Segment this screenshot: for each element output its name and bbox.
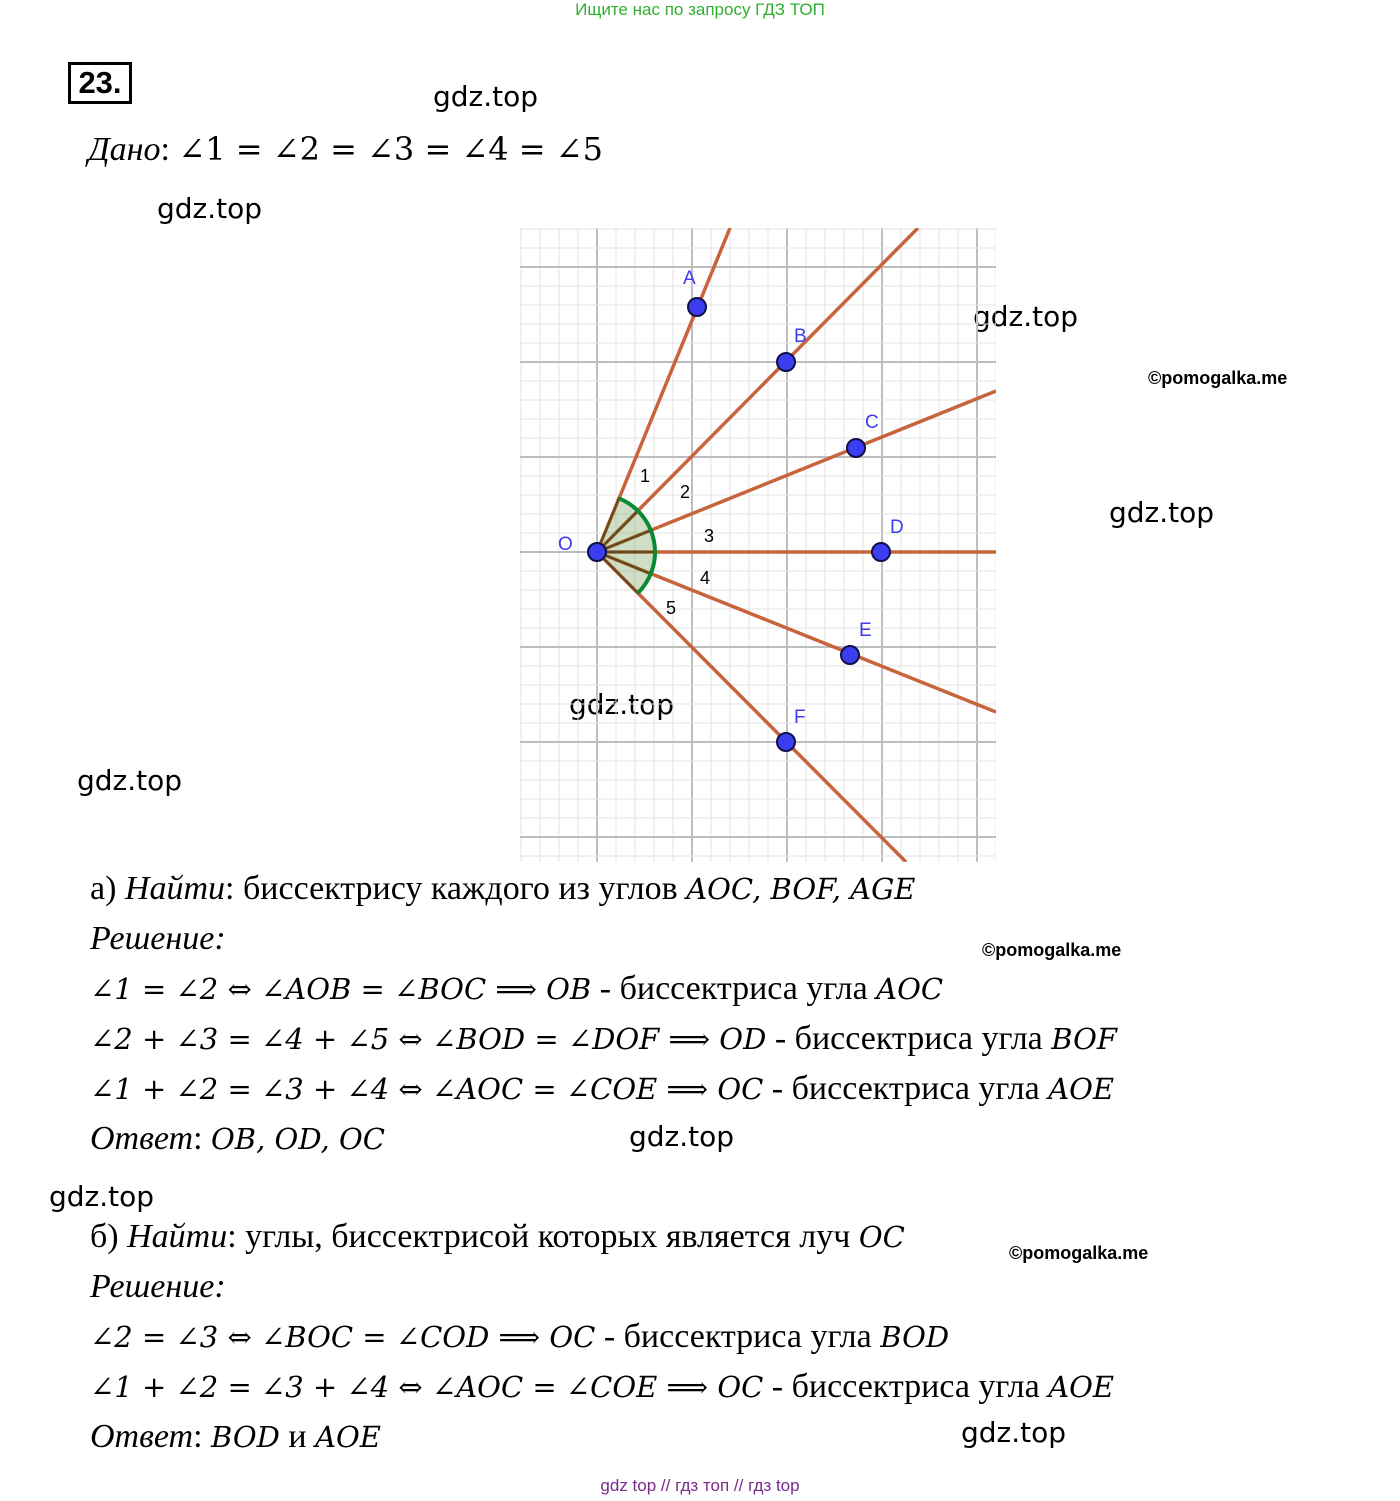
point-label-D: D bbox=[890, 517, 904, 538]
answer-label: Ответ bbox=[90, 1418, 194, 1455]
point-E bbox=[841, 646, 859, 664]
point-label-O: O bbox=[558, 534, 573, 555]
given-label: Дано bbox=[88, 131, 161, 168]
copyright-mark: ©pomogalka.me bbox=[1148, 368, 1288, 388]
solution-line bbox=[90, 1020, 1117, 1058]
solution-line bbox=[90, 1070, 1114, 1108]
answer-sep: : bbox=[193, 1418, 212, 1455]
answer-label: Ответ bbox=[90, 1120, 194, 1157]
find-label: Найти bbox=[127, 1218, 228, 1255]
find-text: : биссектрису каждого из углов bbox=[225, 870, 687, 907]
solution-label: Решение: bbox=[90, 1268, 226, 1305]
solution-line bbox=[90, 1368, 1114, 1406]
point-D bbox=[872, 543, 890, 561]
point-A bbox=[688, 298, 706, 316]
angle-label-1: 1 bbox=[640, 466, 651, 486]
point-C bbox=[847, 439, 865, 457]
ray-OB bbox=[597, 228, 918, 552]
point-label-F: F bbox=[794, 707, 806, 728]
part-b-find bbox=[90, 1218, 905, 1256]
point-label-E: E bbox=[859, 620, 872, 641]
watermark: gdz.top bbox=[629, 1120, 735, 1153]
solution-angle: AOE bbox=[1048, 1072, 1115, 1106]
solution-text: - биссектриса угла bbox=[766, 1020, 1052, 1057]
point-label-A: A bbox=[683, 268, 696, 289]
given-expression: ∠1 = ∠2 = ∠3 = ∠4 = ∠5 bbox=[178, 130, 603, 168]
part-a-prefix: а) bbox=[90, 870, 125, 907]
point-B bbox=[777, 353, 795, 371]
watermark: gdz.top bbox=[1109, 496, 1215, 529]
given-sep: : bbox=[160, 131, 179, 168]
solution-line bbox=[90, 1318, 949, 1356]
find-label: Найти bbox=[124, 870, 226, 907]
solution-text: - биссектриса угла bbox=[763, 1368, 1049, 1405]
problem-number: 23. bbox=[68, 62, 132, 104]
point-F bbox=[777, 733, 795, 751]
ray-OC bbox=[597, 391, 996, 552]
solution-angle: AOE bbox=[1048, 1370, 1115, 1404]
solution-text: - биссектриса угла bbox=[595, 1318, 881, 1355]
answer-value: OB, OD, OC bbox=[211, 1122, 385, 1156]
solution-math: ∠1 + ∠2 = ∠3 + ∠4 ⇔ ∠AOC = ∠COE ⟹ OC bbox=[90, 1072, 764, 1106]
part-a-find bbox=[90, 870, 915, 908]
top-banner: Ищите нас по запросу ГДЗ ТОП bbox=[575, 0, 825, 19]
solution-line bbox=[90, 970, 943, 1008]
solution-math: ∠1 + ∠2 = ∠3 + ∠4 ⇔ ∠AOC = ∠COE ⟹ OC bbox=[90, 1370, 764, 1404]
watermark: gdz.top bbox=[569, 688, 675, 721]
watermark: gdz.top bbox=[433, 80, 539, 113]
solution-text: - биссектриса угла bbox=[763, 1070, 1049, 1107]
angle-label-3: 3 bbox=[704, 526, 715, 546]
watermark: gdz.top bbox=[49, 1180, 155, 1213]
solution-math: ∠2 + ∠3 = ∠4 + ∠5 ⇔ ∠BOD = ∠DOF ⟹ OD bbox=[90, 1022, 767, 1056]
copyright-mark: ©pomogalka.me bbox=[1009, 1243, 1149, 1263]
part-b-prefix: б) bbox=[90, 1218, 128, 1255]
solution-angle: BOD bbox=[880, 1320, 950, 1354]
point-label-B: B bbox=[794, 326, 807, 347]
angle-figure bbox=[520, 228, 996, 862]
answer-sep: : bbox=[193, 1120, 212, 1157]
solution-label: Решение: bbox=[90, 920, 226, 957]
angle-label-4: 4 bbox=[700, 568, 711, 588]
rays bbox=[597, 228, 996, 862]
ray-OE bbox=[597, 552, 996, 712]
find-text: : углы, биссектрисой которых является луч bbox=[227, 1218, 859, 1255]
ray-OF bbox=[597, 552, 906, 862]
answer-value: AOE bbox=[315, 1420, 381, 1454]
answer-value: BOD bbox=[211, 1420, 280, 1454]
solution-math: ∠1 = ∠2 ⇔ ∠AOB = ∠BOC ⟹ OB bbox=[90, 972, 592, 1006]
find-math: AOC, BOF, AGE bbox=[686, 872, 916, 906]
watermark: gdz.top bbox=[973, 300, 1079, 333]
watermark: gdz.top bbox=[157, 192, 263, 225]
watermark: gdz.top bbox=[961, 1416, 1067, 1449]
solution-math: ∠2 = ∠3 ⇔ ∠BOC = ∠COD ⟹ OC bbox=[90, 1320, 596, 1354]
angle-label-5: 5 bbox=[666, 598, 677, 618]
find-math: OC bbox=[858, 1220, 905, 1254]
solution-angle: AOC bbox=[876, 972, 944, 1006]
copyright-mark: ©pomogalka.me bbox=[982, 940, 1122, 960]
solution-text: - биссектриса угла bbox=[591, 970, 877, 1007]
answer-conjunction: и bbox=[279, 1418, 316, 1455]
point-O bbox=[588, 543, 606, 561]
solution-angle: BOF bbox=[1051, 1022, 1118, 1056]
answer-line bbox=[90, 1418, 381, 1456]
footer: gdz top // гдз топ // гдз top bbox=[600, 1476, 800, 1495]
point-label-C: C bbox=[865, 412, 879, 433]
answer-line bbox=[90, 1120, 385, 1158]
watermark: gdz.top bbox=[77, 764, 183, 797]
angle-label-2: 2 bbox=[680, 482, 691, 502]
given-line bbox=[88, 130, 603, 169]
